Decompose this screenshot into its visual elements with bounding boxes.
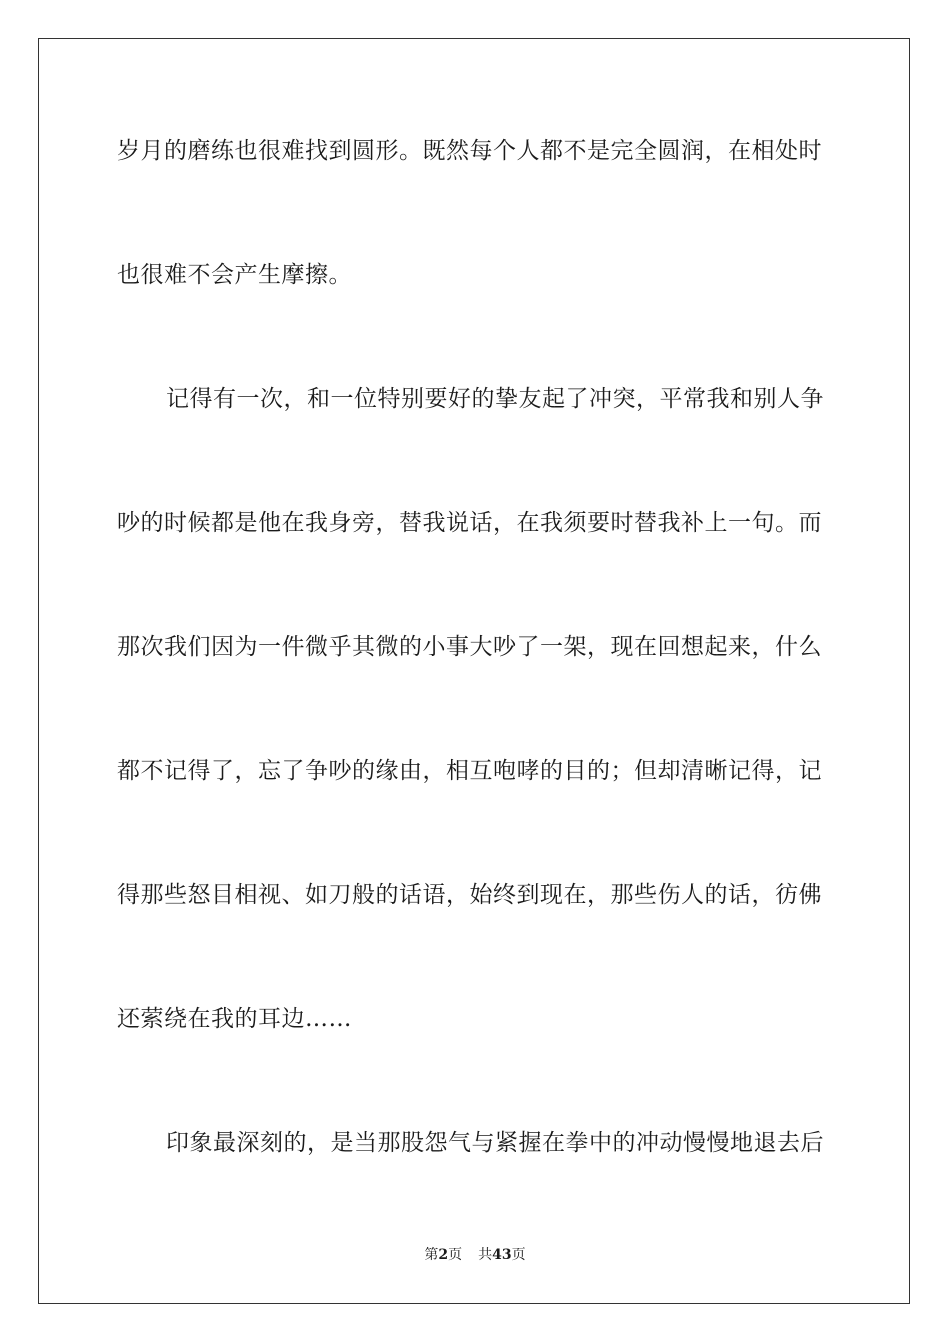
body-line-4: 吵的时候都是他在我身旁，替我说话，在我须要时替我补上一句。而 [117, 510, 822, 536]
page-number: 2 [438, 1247, 449, 1263]
body-line-1: 岁月的磨练也很难找到圆形。既然每个人都不是完全圆润，在相处时 [117, 138, 822, 164]
body-line-2: 也很难不会产生摩擦。 [117, 262, 352, 288]
body-line-6: 都不记得了，忘了争吵的缘由，相互咆哮的目的；但却清晰记得，记 [117, 758, 822, 784]
body-line-8: 还萦绕在我的耳边…… [117, 1006, 352, 1032]
body-line-9: 印象最深刻的，是当那股怨气与紧握在拳中的冲动慢慢地退去后 [166, 1130, 824, 1156]
body-line-3: 记得有一次，和一位特别要好的挚友起了冲突，平常我和别人争 [166, 386, 824, 412]
page-footer [0, 1246, 950, 1264]
total-pages: 43 [492, 1247, 512, 1263]
page-label-prefix: 第 [424, 1247, 439, 1263]
body-line-5: 那次我们因为一件微乎其微的小事大吵了一架，现在回想起来，什么 [117, 634, 822, 660]
total-label-prefix: 共 [478, 1247, 493, 1263]
body-line-7: 得那些怒目相视、如刀般的话语，始终到现在，那些伤人的话，彷佛 [117, 882, 822, 908]
total-label-suffix: 页 [511, 1247, 526, 1263]
page-label-suffix: 页 [448, 1247, 463, 1263]
page-border [38, 38, 910, 1304]
